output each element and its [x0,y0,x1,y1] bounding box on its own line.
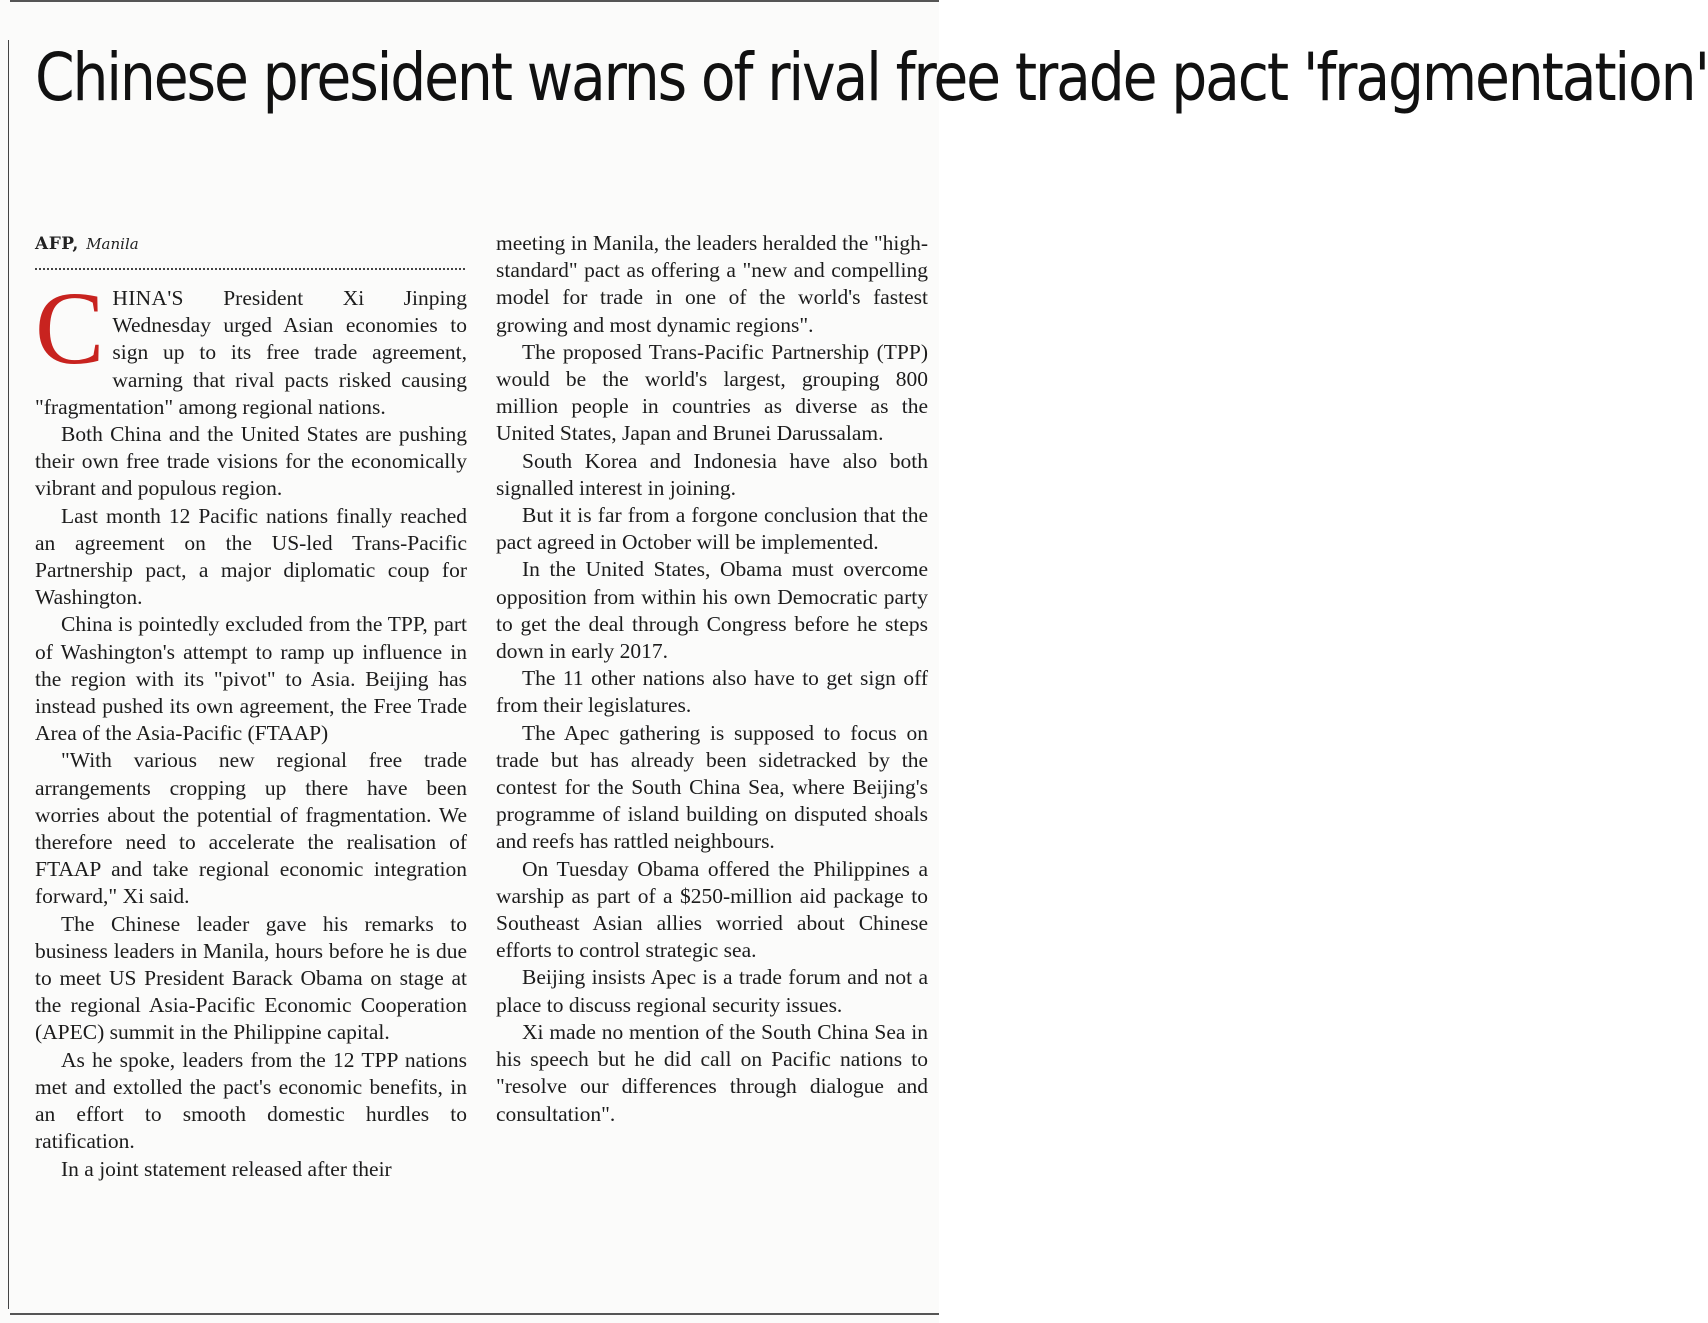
paragraph: Beijing insists Apec is a trade forum and not a place to discuss regional security issues. [496,965,928,1017]
paragraph: Last month 12 Pacific nations finally reached an agreement on the US-led Trans-Pacific Partnership pact, a major diplomatic coup for Washington. [35,503,467,610]
paragraph: On Tuesday Obama offered the Philippines a warship as part of a $250-million aid package to Southeast Asian allies worried about Chinese efforts to control strategic sea. [496,856,928,963]
paragraph: Xi made no mention of the South China Sea in his speech but he did call on Pacific nations to "resolve our differences through dialogue and consultation". [496,1019,928,1126]
byline [35,234,139,254]
drop-cap: C [35,271,105,386]
paragraph: "With various new regional free trade arrangements cropping up there have been worries about the potential of fragmentation. We therefore need to accelerate the realisation of FTAAP and take regional economic integration forward," Xi said. [35,748,467,909]
paragraph: As he spoke, leaders from the 12 TPP nations met and extolled the pact's economic benefits, in an effort to smooth domestic hurdles to ratification. [35,1047,467,1154]
dotted-divider [35,268,465,270]
paragraph-continuation: meeting in Manila, the leaders heralded the "high-standard" pact as offering a "new and compelling model for trade in one of the world's fastest growing and most dynamic regions". [496,231,928,337]
paragraph: The Chinese leader gave his remarks to business leaders in Manila, hours before he is due to meet US President Barack Obama on stage at the regional Asia-Pacific Economic Cooperation (APEC) summit in the Philippine capital. [35,911,467,1045]
byline-city: Manila [86,235,139,253]
lead-paragraph [35,271,467,421]
lead-caps: HINA'S [112,286,184,310]
bottom-rule [10,1313,939,1315]
headline: Chinese president warns of rival free trade pact 'fragmentation' [35,39,1708,116]
paragraph: The 11 other nations also have to get sign off from their legislatures. [496,666,928,718]
article-column-right [496,230,928,1128]
left-rule [8,40,9,1309]
paragraph: Both China and the United States are pushing their own free trade visions for the economically vibrant and populous region. [35,422,467,501]
paragraph: The proposed Trans-Pacific Partnership (TPP) would be the world's largest, grouping 800 million people in countries as diverse as the United States, Japan and Brunei Darussalam. [496,339,928,446]
article-column-left [35,271,467,1183]
paragraph: China is pointedly excluded from the TPP, part of Washington's attempt to ramp up influence in the region with its "pivot" to Asia. Beijing has instead pushed its own agreement, the Free Trade Area of the Asia-Pacific (FTAAP) [35,612,467,746]
paragraph: The Apec gathering is supposed to focus on trade but has already been sidetracked by the contest for the South China Sea, where Beijing's programme of island building on disputed shoals and reefs has rattled neighbours. [496,720,928,854]
paragraph: South Korea and Indonesia have also both signalled interest in joining. [496,448,928,500]
paragraph: But it is far from a forgone conclusion that the pact agreed in October will be implemented. [496,503,928,555]
paragraph: In the United States, Obama must overcome opposition from within his own Democratic party to get the deal through Congress before he steps down in early 2017. [496,557,928,664]
paragraph: In a joint statement released after their [61,1156,392,1181]
lead-text: President Xi Jinping Wednesday urged Asian economies to sign up to its free trade agreement, warning that rival pacts risked causing "fragmentation" among regional nations. [35,286,467,419]
top-rule [10,0,939,2]
byline-agency: AFP, [35,234,79,254]
